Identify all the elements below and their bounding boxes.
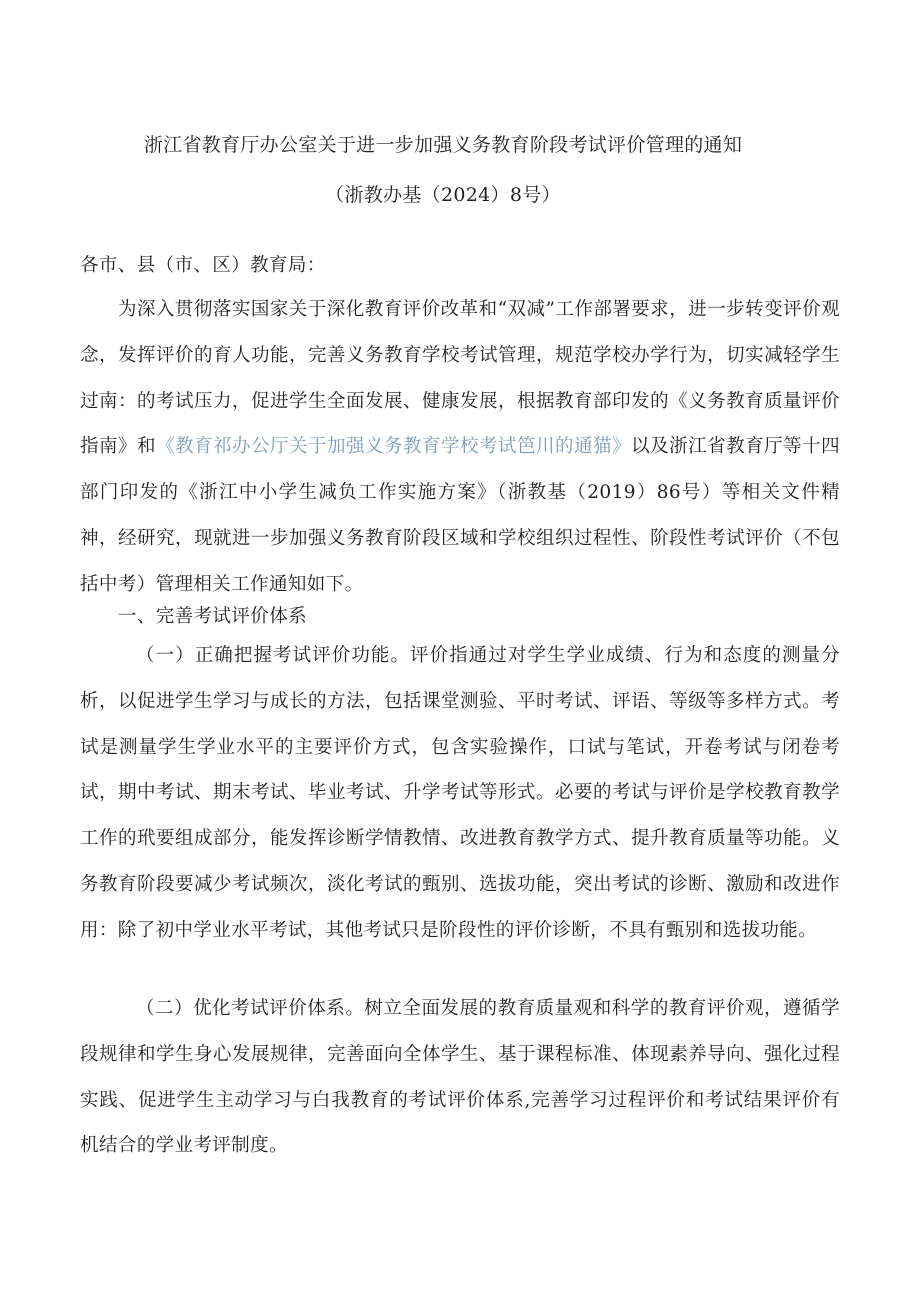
paragraph-intro-part1: 为深入贯彻落实国家关于深化教育评价改革和“双减”工作部署要求，进一步转变评价观念，发挥评价的育人功能，完善义务教育学校考试管理，规范学校办学行为，切实减轻学生过南：的考试压力，促进学生全面发展、健康发展，根据教育部印发的《义务教育质量评价指南》和 (80, 299, 840, 458)
paragraph-exam-function: （一）正确把握考试评价功能。评价指通过对学生学业成绩、行为和态度的测量分析，以促进学生学习与成长的方法，包括课堂测验、平时考试、评语、等级等多样方式。考试是测量学生学业水平的主要评价方式，包含实验操作，口试与笔试，开卷考试与闭卷考试，期中考试、期末考试、毕业考试、升学考试等形式。必要的考试与评价是学校教育教学工作的玳要组成部分，能发挥诊断学情教情、改进教育教学方式、提升教育质量等功能。义务教育阶段要减少考试频次，淡化考试的甄别、选拔功能，突出考试的诊断、激励和改进作用：除了初中学业水平考试，其他考试只是阶段性的评价诊断，不具有甄别和选拔功能。 (80, 645, 840, 941)
section-heading-1: 一、完善考试评价体系 (118, 606, 308, 627)
document-title: 浙江省教育厅办公室关于进一步加强义务教育阶段考试评价管理的通知 (143, 134, 743, 156)
document-number: （浙教办基（2024）8号） (325, 184, 561, 206)
paragraph-intro-part2: 以及浙江省教育厅等十四部门印发的《浙江中小学生减负工作实施方案》（浙教基（2019）86号）等相关文件精神，经研究，现就进一步加强义务教育阶段区域和学校组织过程性、阶段性考试评价（不包括中考）管理相关工作通知如下。 (80, 436, 840, 595)
paragraph-intro (80, 287, 840, 608)
salutation: 各市、县（市、区）教育局： (80, 255, 326, 276)
paragraph-exam-system: （二）优化考试评价体系。树立全面发展的教育质量观和科学的教育评价观，遵循学段规律和学生身心发展规律，完善面向全体学生、基于课程标准、体现素养导向、强化过程实践、促进学生主动学习与白我教育的考试评价体系,完善学习过程评价和考试结果评价有机结合的学业考评制度。 (80, 998, 840, 1157)
referenced-notice-link[interactable]: 《教育祁办公厅关于加强义务教育学校考试笆川的通猫》 (156, 436, 632, 458)
